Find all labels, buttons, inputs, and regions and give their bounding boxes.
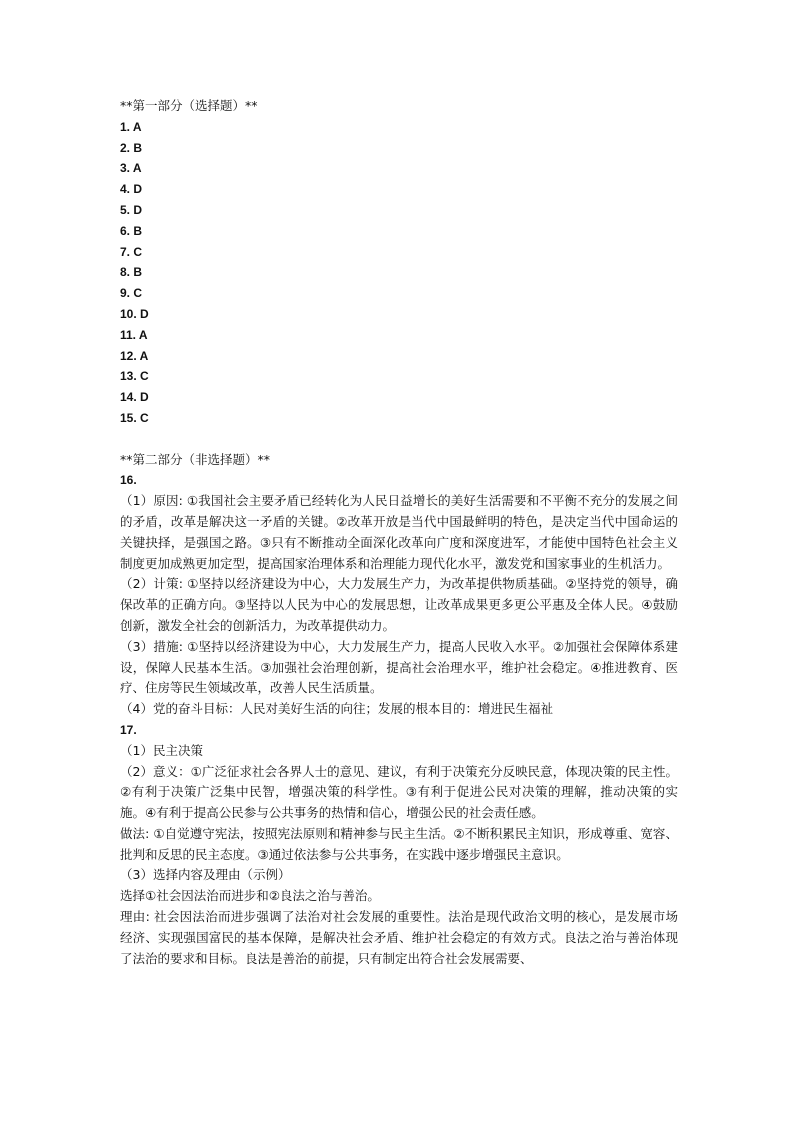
answer-item: 7. C xyxy=(120,244,143,259)
answer-item: 1. A xyxy=(120,119,142,134)
question-number-17: 17. xyxy=(120,722,137,737)
answer-item: 9. C xyxy=(120,286,143,301)
answer-item: 2. B xyxy=(120,140,143,155)
answer-item: 6. B xyxy=(120,223,143,238)
q17-choice-heading: （3）选择内容及理由（示例） xyxy=(120,867,291,883)
answer-item: 15. C xyxy=(120,410,149,425)
q17-answer-1: （1）民主决策 xyxy=(120,742,203,758)
answer-item: 12. A xyxy=(120,348,149,363)
q16-goal-paragraph: （4）党的奋斗目标：人民对美好生活的向往；发展的根本目的：增进民生福祉 xyxy=(120,701,553,717)
question-number-16: 16. xyxy=(120,473,137,488)
q16-strategy-paragraph: （2）计策: ①坚持以经济建设为中心，大力发展生产力，为改革提供物质基础。②坚持党的领导，确保改革的正确方向。③坚持以人民为中心的发展思想，让改革成果更多更公平惠及全体人民。④鼓励创新，激发全社会的创新活力，为改革提供动力。 xyxy=(120,576,678,633)
part1-heading: **第一部分（选择题）** xyxy=(120,98,258,113)
answer-item: 5. D xyxy=(120,202,143,217)
q17-method-paragraph: 做法: ①自觉遵守宪法，按照宪法原则和精神参与民主生活。②不断积累民主知识，形成尊重、宽容、批判和反思的民主态度。③通过依法参与公共事务，在实践中逐步增强民主意识。 xyxy=(120,825,678,862)
answer-item: 8. B xyxy=(120,265,143,280)
answer-item: 3. A xyxy=(120,161,142,176)
q16-reason-paragraph: （1）原因: ①我国社会主要矛盾已经转化为人民日益增长的美好生活需要和不平衡不充分的发展之间的矛盾，改革是解决这一矛盾的关键。②改革开放是当代中国最鲜明的特色，是决定当代中国命运的关键抉择，是强国之路。③只有不断推动全面深化改革向广度和深度进军，才能使中国特色社会主义制度更加成熟更加定型，提高国家治理体系和治理能力现代化水平，激发党和国家事业的生机活力。 xyxy=(120,493,678,571)
answer-item: 11. A xyxy=(120,327,148,342)
section-gap xyxy=(120,429,678,450)
answer-item: 4. D xyxy=(120,182,143,197)
part2-heading: **第二部分（非选择题）** xyxy=(120,451,271,467)
answer-item: 10. D xyxy=(120,306,149,321)
answer-item: 14. D xyxy=(120,390,149,405)
q17-significance-paragraph: （2）意义：①广泛征求社会各界人士的意见、建议，有利于决策充分反映民意，体现决策的民主性。②有利于决策广泛集中民智，增强决策的科学性。③有利于促进公民对决策的理解，推动决策的实施。④有利于提高公民参与公共事务的热情和信心，增强公民的社会责任感。 xyxy=(120,763,678,821)
answer-item: 13. C xyxy=(120,369,149,384)
q17-reason-paragraph: 理由: 社会因法治而进步强调了法治对社会发展的重要性。法治是现代政治文明的核心，是发展市场经济、实现强国富民的基本保障，是解决社会矛盾、维护社会稳定的有效方式。良法之治与善治体现了法治的要求和目标。良法是善治的前提，只有制定出符合社会发展需要、 xyxy=(120,909,678,966)
q17-choice-paragraph: 选择①社会因法治而进步和②良法之治与善治。 xyxy=(120,888,380,904)
answer-document xyxy=(120,96,678,969)
q16-measures-paragraph: （3）措施: ①坚持以经济建设为中心，大力发展生产力，提高人民收入水平。②加强社会保障体系建设，保障人民基本生活。③加强社会治理创新，提高社会治理水平，维护社会稳定。④推进教育、医疗、住房等民生领域改革，改善人民生活质量。 xyxy=(120,638,678,696)
